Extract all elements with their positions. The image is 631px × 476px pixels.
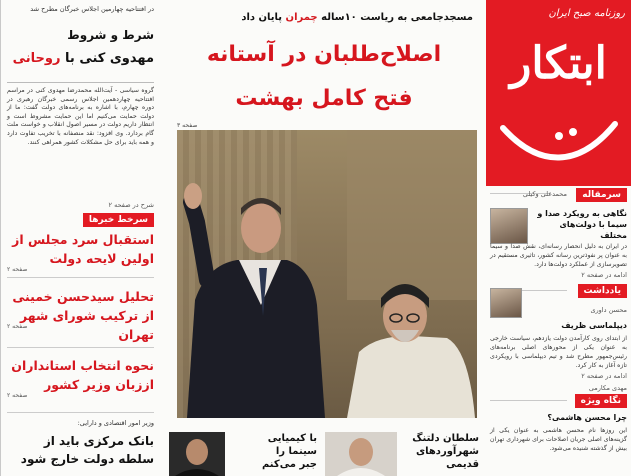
teaser-line: سلطان دلتنگ xyxy=(412,433,479,444)
teaser-line: سینما را xyxy=(275,446,317,457)
teaser-line: جبر می‌کنم xyxy=(261,459,317,470)
headline-part: مهدوی کنی xyxy=(79,51,154,66)
author-photo xyxy=(490,208,528,244)
news-item[interactable]: تحلیل سیدحسن خمینی از ترکیب شورای شهر تهران xyxy=(12,289,154,342)
divider xyxy=(7,347,154,348)
lead-continued: شرح در صفحه ۲ xyxy=(108,201,154,209)
lead-photo xyxy=(177,130,477,418)
news-page-ref: صفحه ۲ xyxy=(7,392,28,399)
editorial-headline: نگاهی به رویکرد صدا و سیما با دولت‌های مختلف xyxy=(537,209,627,240)
editorial-continued: ادامه در صفحه ۲ xyxy=(581,271,627,279)
newspaper-logo: ابتکار xyxy=(510,38,607,89)
lead-headline-line1: شرط و شروط xyxy=(67,28,154,42)
teaser-line: شهرآوردهای xyxy=(415,446,479,457)
logo-swash-decoration xyxy=(499,118,619,172)
editorial-column xyxy=(486,186,631,476)
bank-headline[interactable]: بانک مرکزی باید از سلطه دولت خارج شود xyxy=(20,434,154,466)
headline-part: با xyxy=(65,51,75,66)
author-photo xyxy=(490,288,522,318)
headline-part-red: روحانی xyxy=(12,51,61,66)
photo-figures xyxy=(177,130,477,418)
news-page-ref: صفحه ۲ xyxy=(7,266,28,273)
news-item[interactable]: استقبال سرد مجلس از اولین لایحه دولت xyxy=(12,232,154,266)
note-tag: یادداشت xyxy=(578,284,627,298)
note-body: از ابتدای روی کارآمدن دولت یازدهم، سیاست خارجی به عنوان یکی از محورهای اصلی برنامه‌های رئیس‌جمهور مطرح شد و تیم دیپلماسی با رویکردی تازه آغاز به کار کرد. xyxy=(490,335,627,369)
masthead xyxy=(486,0,631,186)
news-item[interactable]: نحوه انتخاب استانداران اززبان وزیر کشور xyxy=(11,358,154,392)
editorial-body: در ایران به دلیل انحصار رسانه‌ای، نقش صدا و سیما به عنوان پر نفوذترین رسانه کشور، تاثیری مستقیم در تصویرسازی از عملکرد دولت‌ها دارد. xyxy=(490,243,627,268)
lead-body: گروه سیاسی - آیت‌الله محمدرضا مهدوی کنی در مراسم افتتاحیه چهاردهمین اجلاس رسمی خبرگان رهبری در دوره چهارم، با اشاره به برنامه‌های دولت گفت: ما از دولت حمایت می‌کنیم اما این حمایت مشروط است و انتظار داریم دولت در مسیر اصول انقلاب و خواست ملت گام بردارد. وی افزود: نقد منصفانه با تخریب تفاوت دارد و همه باید برای حل مشکلات کشور همراهی کنند. xyxy=(7,87,154,146)
lead-kicker: در افتتاحیه چهارمین اجلاس خبرگان مطرح شد xyxy=(30,5,154,13)
kicker-left: مسجدجامعی به ریاست ۱۰ساله xyxy=(321,12,473,23)
main-headline-line2: فتح کامل بهشت xyxy=(235,86,413,111)
headline-kicker xyxy=(241,12,473,23)
divider xyxy=(7,412,154,413)
divider xyxy=(7,82,154,83)
divider xyxy=(490,400,567,401)
divider xyxy=(7,277,154,278)
bottom-teasers xyxy=(165,430,483,476)
note-byline: محسن داوری xyxy=(590,306,627,314)
teaser-photo xyxy=(169,432,225,476)
news-page-ref: صفحه ۲ xyxy=(7,323,28,330)
bank-kicker: وزیر امور اقتصادی و دارایی: xyxy=(77,419,154,427)
special-byline: مهدی مکارمی xyxy=(588,384,627,392)
teaser-line: با کیمیایی xyxy=(267,433,317,444)
page-reference: صفحه ۳ xyxy=(177,122,198,129)
note-continued: ادامه در صفحه ۲ xyxy=(581,372,627,380)
left-news-column xyxy=(0,0,160,476)
lead-headline-line2 xyxy=(13,51,154,66)
teaser-text xyxy=(412,432,479,471)
editorial-tag: سرمقاله xyxy=(576,188,627,202)
headlines-tag: سرخط خبرها xyxy=(83,213,154,227)
special-body: این روزها نام محسن هاشمی به عنوان یکی از گزینه‌های اصلی جریان اصلاحات برای شهرداری تهران بیش از گذشته شنیده می‌شود. xyxy=(490,427,627,452)
special-headline: چرا محسن هاشمی؟ xyxy=(547,413,627,422)
note-headline: دیپلماسی ظریف xyxy=(561,321,627,330)
teaser-text xyxy=(262,432,317,471)
special-tag: نگاه ویژه xyxy=(575,394,627,408)
teaser-photo xyxy=(325,432,397,476)
main-headline-line1: اصلاح‌طلبان در آستانه xyxy=(206,42,442,67)
editorial-byline: محمدعلی وکیلی xyxy=(522,190,567,198)
front-page-center xyxy=(165,0,483,476)
teaser-line: قدیمی xyxy=(446,459,479,470)
masthead-tagline: روزنامه صبح ایران xyxy=(548,8,625,19)
kicker-right: پایان داد xyxy=(241,12,283,23)
kicker-highlight: چمران xyxy=(285,12,318,23)
